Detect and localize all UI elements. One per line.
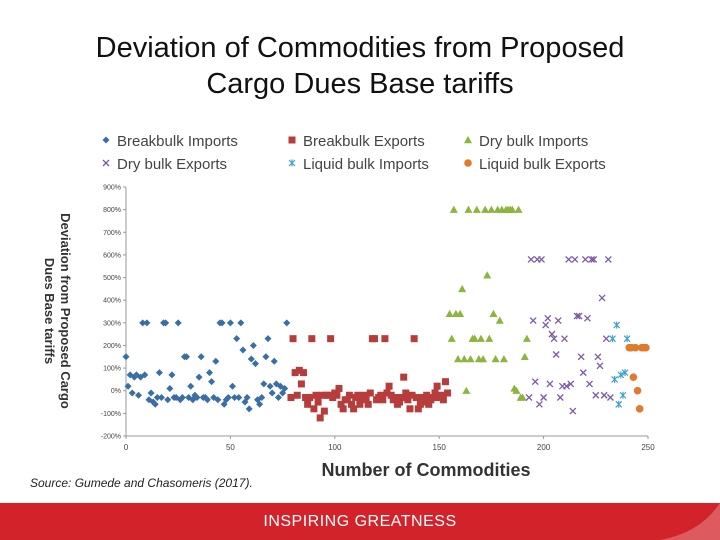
point-dry-bulk-exports (580, 370, 586, 376)
y-tick-label: 900% (103, 184, 121, 192)
point-dry-bulk-imports (473, 206, 481, 213)
point-breakbulk-exports (321, 408, 328, 415)
legend-label-dry-bulk-exports: Dry bulk Exports (117, 156, 228, 173)
point-breakbulk-exports (315, 399, 322, 406)
y-tick-label: 400% (103, 297, 121, 305)
legend-label-liquid-bulk-exports: Liquid bulk Exports (479, 156, 606, 173)
point-dry-bulk-imports (521, 353, 529, 360)
point-breakbulk-imports (156, 369, 163, 376)
point-dry-bulk-exports (555, 318, 561, 324)
point-dry-bulk-exports (536, 401, 542, 407)
point-dry-bulk-exports (557, 395, 563, 401)
footer-bar (0, 503, 720, 540)
point-liquid-bulk-imports (610, 335, 616, 342)
point-breakbulk-imports (135, 392, 142, 399)
point-dry-bulk-imports (485, 335, 493, 342)
point-breakbulk-imports (264, 335, 271, 342)
point-dry-bulk-exports (587, 381, 593, 387)
point-dry-bulk-exports (570, 408, 576, 414)
point-dry-bulk-imports (446, 310, 454, 317)
point-breakbulk-exports (346, 392, 353, 399)
legend-marker-liquid-bulk-imports (289, 160, 295, 167)
point-breakbulk-exports (442, 378, 449, 385)
point-dry-bulk-exports (605, 256, 611, 262)
point-dry-bulk-exports (547, 381, 553, 387)
point-breakbulk-exports (308, 335, 315, 342)
point-dry-bulk-exports (528, 256, 534, 262)
point-dry-bulk-exports (530, 318, 536, 324)
x-axis-title: Number of Commodities (321, 460, 531, 480)
x-tick-label: 200 (536, 443, 551, 452)
point-breakbulk-exports (306, 394, 313, 401)
point-liquid-bulk-imports (616, 401, 622, 408)
point-breakbulk-imports (164, 396, 171, 403)
point-breakbulk-exports (335, 385, 342, 392)
point-liquid-bulk-exports (636, 405, 644, 413)
y-tick-label: 0% (110, 388, 121, 396)
point-breakbulk-imports (252, 360, 259, 367)
point-breakbulk-exports (300, 369, 307, 376)
x-tick-label: 50 (225, 443, 235, 452)
chart-legend (103, 133, 606, 173)
point-dry-bulk-exports (572, 256, 578, 262)
y-tick-label: 600% (103, 252, 121, 260)
point-breakbulk-imports (208, 378, 215, 385)
point-dry-bulk-exports (593, 392, 599, 398)
y-axis-title-line-2: Dues Base tariffs (42, 257, 57, 365)
point-breakbulk-exports (444, 389, 451, 396)
point-breakbulk-exports (333, 392, 340, 399)
point-breakbulk-exports (304, 401, 311, 408)
point-dry-bulk-imports (460, 355, 468, 362)
point-breakbulk-exports (287, 394, 294, 401)
point-breakbulk-exports (340, 405, 347, 412)
point-breakbulk-imports (175, 319, 182, 326)
point-breakbulk-imports (262, 353, 269, 360)
point-breakbulk-imports (271, 358, 278, 365)
point-dry-bulk-imports (523, 335, 531, 342)
point-breakbulk-exports (365, 401, 372, 408)
x-tick-label: 100 (328, 443, 342, 452)
legend-label-breakbulk-exports: Breakbulk Exports (303, 133, 425, 150)
point-breakbulk-imports (168, 371, 175, 378)
point-breakbulk-imports (275, 394, 282, 401)
point-dry-bulk-imports (458, 285, 466, 292)
point-breakbulk-exports (350, 405, 357, 412)
point-breakbulk-imports (196, 374, 203, 381)
point-breakbulk-exports (434, 383, 441, 390)
point-dry-bulk-exports (599, 295, 605, 301)
y-axis-title (42, 213, 73, 409)
point-liquid-bulk-exports (634, 387, 642, 395)
legend-marker-breakbulk-exports (289, 137, 296, 144)
point-dry-bulk-imports (500, 355, 508, 362)
point-dry-bulk-exports (526, 395, 532, 401)
point-breakbulk-exports (379, 396, 386, 403)
point-breakbulk-exports (290, 335, 297, 342)
point-dry-bulk-imports (448, 335, 456, 342)
point-dry-bulk-imports (515, 206, 523, 213)
point-dry-bulk-imports (467, 355, 475, 362)
point-breakbulk-exports (313, 392, 320, 399)
point-dry-bulk-exports (561, 336, 567, 342)
point-dry-bulk-exports (597, 363, 603, 369)
y-tick-label: 700% (103, 229, 121, 237)
legend-label-liquid-bulk-imports: Liquid bulk Imports (303, 156, 429, 173)
point-breakbulk-exports (294, 392, 301, 399)
point-dry-bulk-exports (566, 256, 572, 262)
point-dry-bulk-exports (607, 395, 613, 401)
legend-marker-dry-bulk-imports (464, 136, 472, 143)
point-dry-bulk-exports (582, 256, 588, 262)
point-breakbulk-exports (386, 383, 393, 390)
point-breakbulk-imports (143, 319, 150, 326)
y-axis-title-line-1: Deviation from Proposed Cargo (58, 213, 73, 409)
point-dry-bulk-exports (595, 354, 601, 360)
point-breakbulk-exports (400, 374, 407, 381)
point-dry-bulk-exports (553, 352, 559, 358)
point-breakbulk-imports (233, 335, 240, 342)
point-breakbulk-imports (158, 394, 165, 401)
point-breakbulk-exports (317, 414, 324, 421)
point-breakbulk-imports (229, 383, 236, 390)
point-dry-bulk-exports (601, 392, 607, 398)
legend-label-dry-bulk-imports: Dry bulk Imports (479, 133, 589, 150)
x-tick-label: 250 (641, 443, 655, 452)
point-breakbulk-imports (269, 389, 276, 396)
point-breakbulk-exports (413, 394, 420, 401)
point-dry-bulk-imports (489, 310, 497, 317)
point-breakbulk-imports (250, 342, 257, 349)
point-breakbulk-imports (267, 383, 274, 390)
point-dry-bulk-exports (543, 322, 549, 328)
point-dry-bulk-imports (462, 387, 470, 394)
point-dry-bulk-exports (541, 395, 547, 401)
point-breakbulk-exports (371, 335, 378, 342)
point-liquid-bulk-imports (624, 335, 630, 342)
point-breakbulk-exports (327, 335, 334, 342)
y-tick-label: 500% (103, 275, 121, 283)
y-tick-label: 200% (103, 342, 121, 350)
point-breakbulk-exports (440, 396, 447, 403)
chart-axes (42, 185, 655, 481)
point-breakbulk-imports (227, 319, 234, 326)
legend-marker-dry-bulk-exports (103, 160, 109, 166)
point-breakbulk-exports (367, 389, 374, 396)
point-breakbulk-exports (298, 380, 305, 387)
slide-title-line-1: Deviation of Commodities from Proposed (95, 32, 625, 64)
point-breakbulk-imports (239, 346, 246, 353)
point-breakbulk-imports (237, 319, 244, 326)
point-liquid-bulk-imports (614, 322, 620, 329)
point-breakbulk-imports (283, 319, 290, 326)
point-dry-bulk-imports (450, 206, 458, 213)
point-liquid-bulk-imports (620, 392, 626, 399)
chart-marks (123, 206, 650, 422)
footer-curve-decoration (660, 503, 720, 540)
point-dry-bulk-exports (584, 315, 590, 321)
point-breakbulk-imports (212, 358, 219, 365)
slide-title-line-2: Cargo Dues Base tariffs (206, 68, 514, 100)
x-tick-label: 150 (432, 443, 446, 452)
point-breakbulk-imports (248, 356, 255, 363)
point-dry-bulk-imports (464, 206, 472, 213)
footer-tagline: INSPIRING GREATNESS (263, 513, 457, 530)
point-breakbulk-imports (123, 353, 130, 360)
point-dry-bulk-exports (603, 336, 609, 342)
point-breakbulk-imports (198, 353, 205, 360)
y-tick-label: 100% (103, 365, 121, 373)
point-breakbulk-imports (148, 389, 155, 396)
y-tick-label: -100% (100, 410, 121, 418)
point-breakbulk-imports (206, 369, 213, 376)
point-liquid-bulk-exports (642, 344, 650, 352)
point-dry-bulk-imports (477, 335, 485, 342)
point-dry-bulk-imports (483, 271, 491, 278)
point-liquid-bulk-exports (630, 373, 638, 381)
point-dry-bulk-exports (532, 379, 538, 385)
point-dry-bulk-imports (492, 355, 500, 362)
point-breakbulk-imports (246, 405, 253, 412)
point-breakbulk-exports (411, 335, 418, 342)
point-dry-bulk-exports (578, 354, 584, 360)
y-tick-label: -200% (100, 433, 121, 441)
point-breakbulk-exports (310, 405, 317, 412)
point-dry-bulk-exports (545, 315, 551, 321)
source-citation: Source: Gumede and Chasomeris (2017). (30, 476, 253, 490)
point-breakbulk-imports (235, 394, 242, 401)
y-tick-label: 300% (103, 320, 121, 328)
x-tick-label: 0 (123, 443, 129, 452)
point-breakbulk-imports (166, 385, 173, 392)
point-dry-bulk-imports (487, 206, 495, 213)
point-breakbulk-exports (381, 335, 388, 342)
point-liquid-bulk-imports (612, 376, 618, 383)
y-tick-label: 800% (103, 207, 121, 215)
point-breakbulk-imports (260, 380, 267, 387)
legend-label-breakbulk-imports: Breakbulk Imports (117, 133, 238, 150)
point-dry-bulk-imports (496, 317, 504, 324)
legend-marker-liquid-bulk-exports (464, 159, 472, 167)
point-breakbulk-exports (406, 405, 413, 412)
point-breakbulk-exports (402, 389, 409, 396)
point-dry-bulk-imports (481, 206, 489, 213)
point-dry-bulk-imports (454, 355, 462, 362)
point-breakbulk-imports (129, 389, 136, 396)
point-dry-bulk-exports (539, 256, 545, 262)
legend-marker-breakbulk-imports (103, 137, 110, 144)
point-breakbulk-imports (187, 383, 194, 390)
